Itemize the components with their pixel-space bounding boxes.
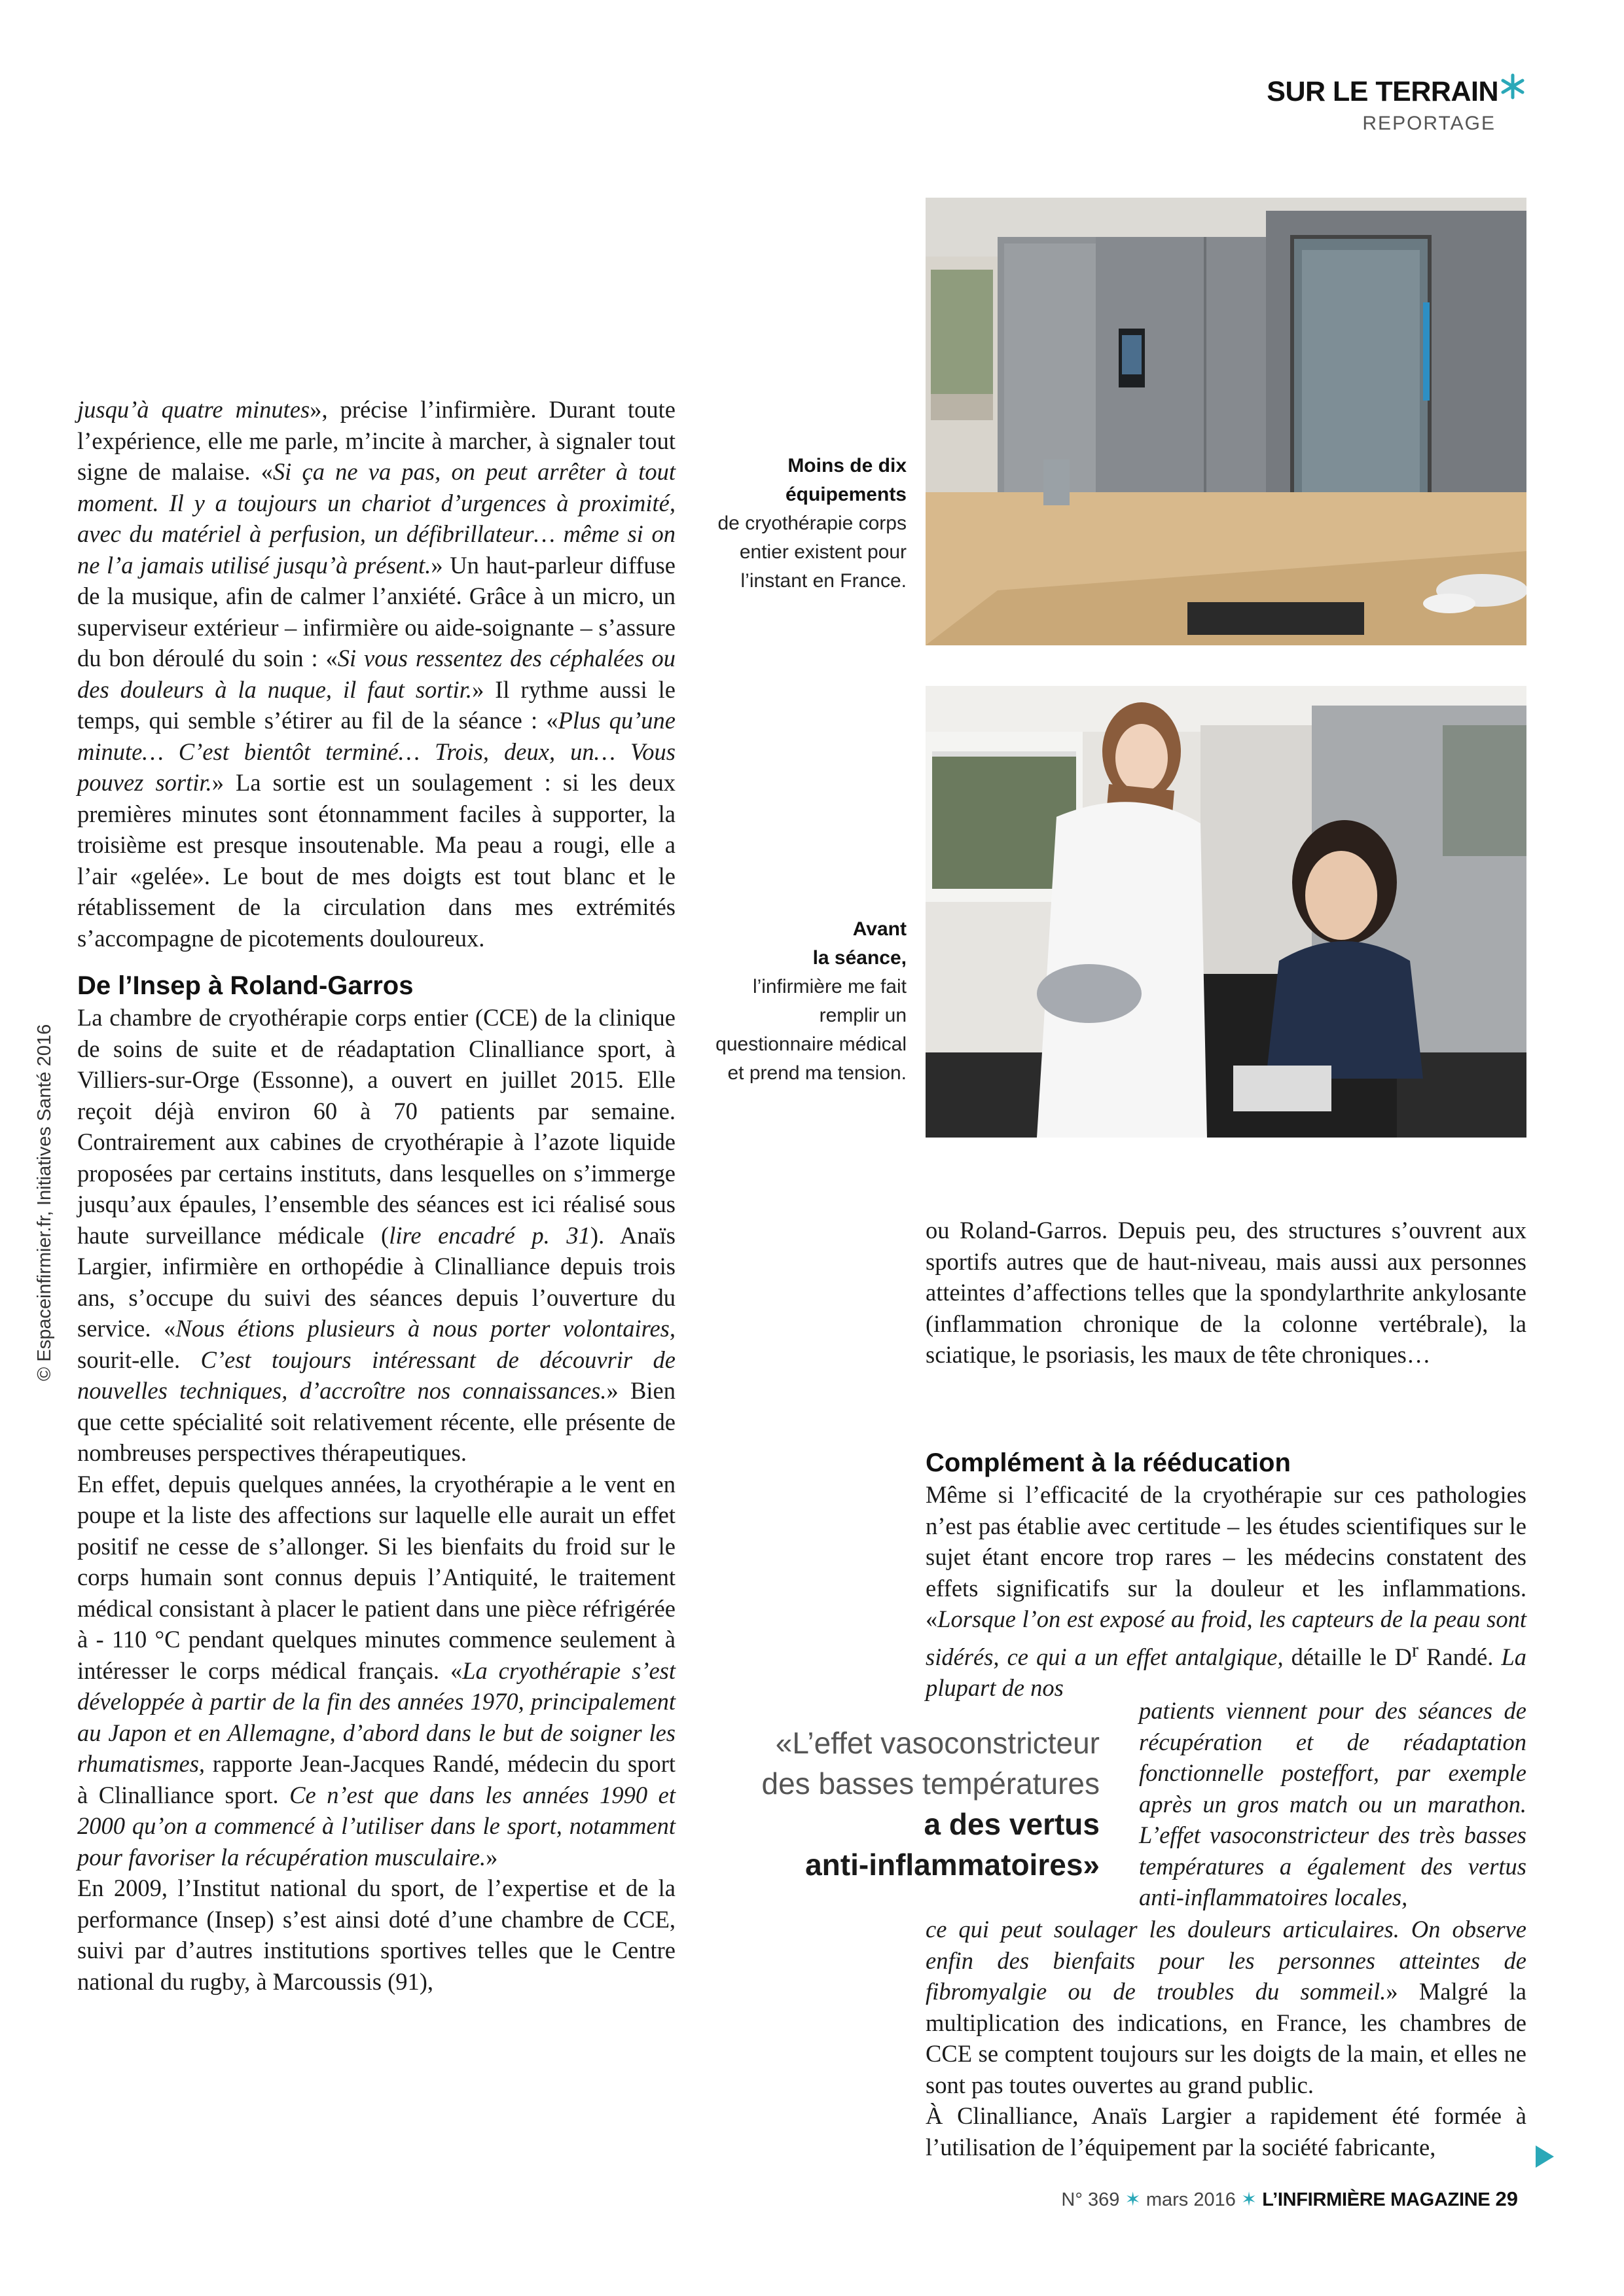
pull-quote-emphasis: anti-inflammatoires»: [805, 1848, 1100, 1882]
text: Même si l’efficacité de la cryothérapie sur ces pathologies n’est pas établie avec certitude – les études scientifiques sur le sujet étant encore trop rares – les médecins constatent des effets significatifs sur la douleur et les inflammations. «: [926, 1481, 1526, 1632]
text: » Il rythme aussi le temps, qui semble s’étirer au fil de la séance : «: [77, 675, 676, 734]
italic-quote: Lorsque l’on est exposé au froid, les capteurs de la peau sont sidérés, ce qui a un effet antalgique,: [926, 1605, 1526, 1670]
italic-quote: Nous étions plusieurs à nous porter volontaires,: [175, 1315, 676, 1342]
article-left-column: [77, 394, 676, 1997]
page-number: 29: [1495, 2187, 1518, 2210]
issue-number: N° 369: [1061, 2189, 1120, 2210]
caption-lead: équipements: [785, 484, 907, 505]
article-right-column-lower: [926, 1446, 1526, 1704]
text: La chambre de cryothérapie corps entier (CCE) de la clinique de soins de suite et de réadaptation Clinalliance sport, à Villiers-sur-Orge (Essonne), a ouvert en juillet 2015. Elle reçoit déjà environ 60 à 70 patients par semaine. Contrairement aux cabines de cryothérapie à l’azote liquide proposées par certains instituts, dans lesquelles on s’immerge jusqu’aux épaules, l’ensemble des séances est ici réalisé sous haute surveillance médicale (: [77, 1004, 676, 1249]
text: détaille le D: [1291, 1643, 1412, 1670]
italic-quote: jusqu’à quatre minutes: [77, 396, 310, 423]
caption-text: de cryothérapie corps entier existent pour l’instant en France.: [717, 512, 907, 592]
page-footer: [1061, 2187, 1518, 2211]
paragraph: ou Roland-Garros. Depuis peu, des structures s’ouvrent aux sportifs autres que de haut-niveau, mais aussi aux personnes atteintes d’affections telles que la spondylarthrite ankylosante (inflammation chronique de la colonne vertébrale), la sciatique, le psoriasis, les maux de tête chroniques…: [926, 1217, 1526, 1368]
text: », précise l’infirmière. Durant toute l’expérience, elle me parle, m’incite à marcher, à signaler tout signe de malaise. «: [77, 396, 676, 485]
text: » La sortie est un soulagement : si les deux premières minutes sont étonnamment faciles à supporter, la troisième est presque insoutenable. Ma peau a rougi, elle a l’air «gelée». Le bout de mes doigts est tout blanc et le rétablissement de la circulation dans mes extrémités s’accompagne de picotements douloureux.: [77, 769, 676, 952]
text: » Bien que cette spécialité soit relativement récente, elle présente de nombreuses perspectives thérapeutiques.: [77, 1377, 676, 1466]
text: » Un haut-parleur diffuse de la musique, afin de calmer l’anxiété. Grâce à un micro, un superviseur extérieur – infirmière ou aide-soignante – s’assure du bon déroulé du soin : «: [77, 551, 676, 672]
pull-quote: [681, 1723, 1100, 1885]
caption-lead: la séance,: [812, 947, 907, 969]
text: sourit-elle.: [77, 1346, 181, 1373]
paragraph-wrap: patients viennent pour des séances de récupération et de réadaptation fonctionnelle posteffort, par exemple après un gros match ou un marathon. L’effet vasoconstricteur des très basses températures a également des vertus anti-inflammatoires locales,: [1139, 1697, 1526, 1910]
photo-caption: [707, 452, 907, 596]
photo-caption: [707, 915, 907, 1088]
section-subtitle: REPORTAGE: [1362, 113, 1496, 134]
text: En 2009, l’Institut national du sport, de l’expertise et de la performance (Insep) s’est ainsi doté d’une chambre de CCE, suivi par d’autres institutions sportives telles que le Centre national du rugby, à Marcoussis (91),: [77, 1874, 676, 1995]
paragraph: [926, 1479, 1526, 1704]
magazine-name: L’INFIRMIÈRE MAGAZINE: [1262, 2189, 1490, 2210]
pull-quote-line: «L’effet vasoconstricteur: [775, 1726, 1100, 1760]
italic-quote: Si ça ne va pas, on peut arrêter à tout moment. Il y a toujours un chariot d’urgences à proximité, avec du matériel à perfusion, un défibrillateur… même si on ne l’a jamais utilisé jusqu’à présent.: [77, 458, 676, 579]
italic-quote: Si vous ressentez des céphalées ou des douleurs à la nuque, il faut sortir.: [77, 645, 676, 703]
separator-star-icon: ✶: [1240, 2189, 1257, 2210]
photo-copyright: © Espaceinfirmier.fr, Initiatives Santé 2016: [34, 1024, 55, 1381]
section-heading: Complément à la rééducation: [926, 1448, 1291, 1477]
paragraph: [77, 394, 676, 954]
separator-star-icon: ✶: [1125, 2189, 1141, 2210]
paragraph: [926, 2100, 1526, 2162]
italic-quote: Ce n’est que dans les années 1990 et 2000 qu’on a commencé à l’utiliser dans le sport, notamment pour favoriser la récupération musculaire.: [77, 1781, 676, 1871]
paragraph: [77, 1002, 676, 1469]
italic-quote: La cryothérapie s’est développée à partir de la fin des années 1970, principalement au Japon et en Allemagne, d’abord dans le but de soigner les rhumatismes,: [77, 1657, 676, 1777]
nurse-patient-photo: [926, 686, 1526, 1138]
paragraph: [77, 1873, 676, 1997]
italic-quote: C’est toujours intéressant de découvrir de nouvelles techniques, d’accroître nos connaissances.: [77, 1346, 676, 1404]
superscript: r: [1411, 1638, 1418, 1661]
star-icon: [1500, 73, 1526, 99]
caption-text: l’infirmière me fait remplir un questionnaire médical et prend ma tension.: [715, 976, 907, 1084]
caption-lead: Moins de dix: [787, 455, 907, 476]
paragraph: [77, 1469, 676, 1873]
text: Randé.: [1426, 1643, 1494, 1670]
cryotherapy-chamber-photo: [926, 198, 1526, 645]
italic-reference: lire encadré p. 31: [389, 1221, 590, 1249]
article-right-column: [926, 1215, 1526, 1371]
italic-quote: Plus qu’une minute… C’est bientôt terminé… Trois, deux, un… Vous pouvez sortir.: [77, 707, 676, 796]
text: En effet, depuis quelques années, la cryothérapie a le vent en poupe et la liste des affections sur laquelle elle aurait un effet positif ne cesse de s’allonger. Si les bienfaits du froid sur le corps humain sont connus depuis l’Antiquité, le traitement médical consistant à placer le patient dans une pièce réfrigérée à - 110 °C pendant quelques minutes commence seulement à intéresser le corps médical français. «: [77, 1470, 676, 1684]
caption-lead: Avant: [852, 918, 907, 940]
text: »: [486, 1843, 498, 1871]
pull-quote-emphasis: a des vertus: [924, 1807, 1100, 1841]
issue-date: mars 2016: [1146, 2189, 1236, 2210]
text: ). Anaïs Largier, infirmière en orthopédie à Clinalliance depuis trois ans, s’occupe du suivi des séances depuis l’ouverture du service. «: [77, 1221, 676, 1342]
text: À Clinalliance, Anaïs Largier a rapidement été formée à l’utilisation de l’équipement par la société fabricante,: [926, 2102, 1526, 2161]
paragraph-bottom: [926, 1914, 1526, 2162]
italic-quote: La plupart de nos: [926, 1643, 1527, 1702]
pull-quote-line: des basses températures: [761, 1767, 1100, 1801]
text: » Malgré la multiplication des indications, en France, les chambres de CCE se comptent toujours sur les doigts de la main, et elles ne sont pas toutes ouvertes au grand public.: [926, 1978, 1526, 2098]
section-heading: De l’Insep à Roland-Garros: [77, 971, 414, 1000]
paragraph: [926, 1914, 1526, 2100]
section-title: SUR LE TERRAIN: [1267, 76, 1498, 107]
italic-quote: ce qui peut soulager les douleurs articulaires. On observe enfin des bienfaits pour les personnes atteintes de fibromyalgie ou de troubles du sommeil.: [926, 1916, 1526, 2005]
continue-arrow-icon: [1536, 2145, 1554, 2168]
text: rapporte Jean-Jacques Randé, médecin du sport à Clinalliance sport.: [77, 1750, 676, 1808]
